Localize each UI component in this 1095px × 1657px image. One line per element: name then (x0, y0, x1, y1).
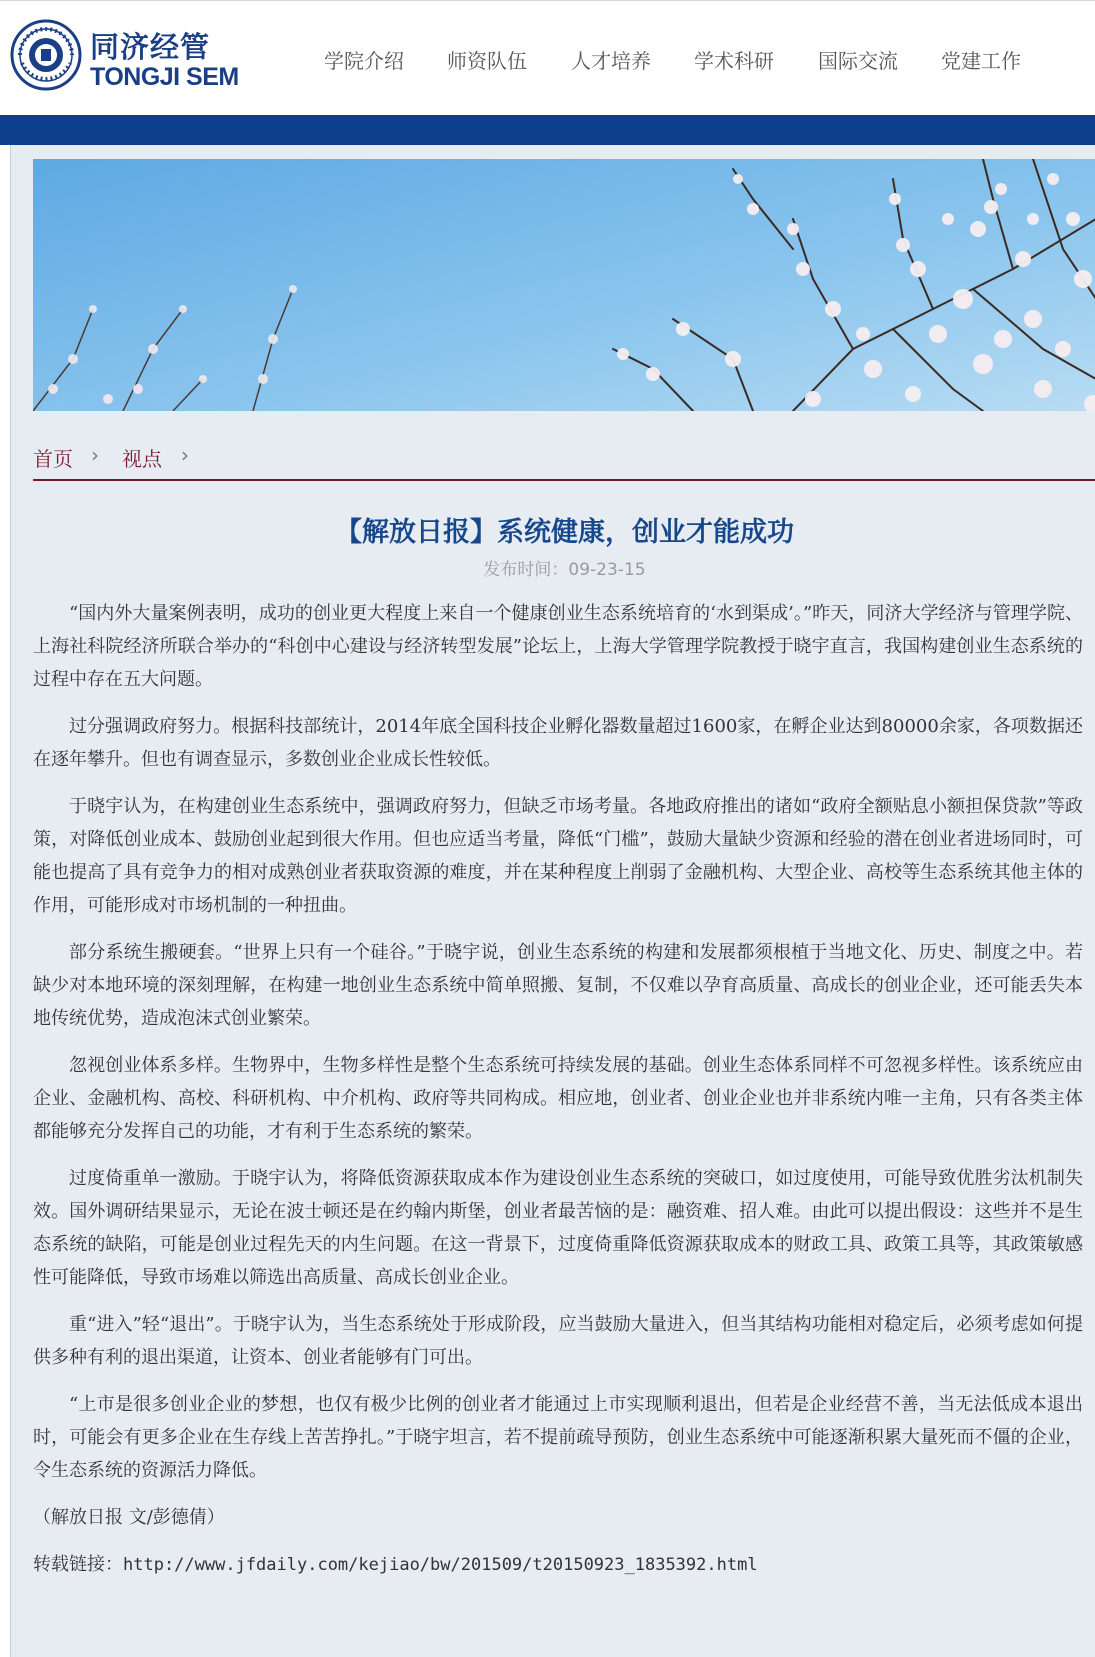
repost-link-line (33, 1548, 1083, 1582)
publish-date (33, 555, 1095, 580)
article-body (33, 597, 1083, 1596)
article-source: （解放日报 文/彭德倩） (33, 1507, 225, 1528)
nav-item-programs[interactable]: 人才培养 (571, 49, 651, 73)
header-blue-bar (0, 115, 1095, 145)
article-paragraph: 重“进入”轻“退出”。于晓宇认为，当生态系统处于形成阶段，应当鼓励大量进入，但当其结构功能相对稳定后，必须考虑如何提供多种有利的退出渠道，让资本、创业者能够有门可出。 (33, 1314, 1083, 1368)
article-paragraph: “国内外大量案例表明，成功的创业更大程度上来自一个健康创业生态系统培育的‘水到渠成’。”昨天，同济大学经济与管理学院、上海社科院经济所联合举办的“科创中心建设与经济转型发展”论坛上，上海大学管理学院教授于晓宇直言，我国构建创业生态系统的过程中存在五大问题。 (33, 603, 1083, 690)
banner-image-cherry-blossoms (33, 159, 1095, 411)
breadcrumb-section[interactable]: 视点 (122, 447, 162, 471)
logo-chinese-text: 同济经管 (90, 30, 211, 64)
site-header (0, 0, 1095, 116)
nav-item-international[interactable]: 国际交流 (818, 49, 898, 73)
chevron-right-icon: › (181, 443, 189, 467)
nav-item-about[interactable]: 学院介绍 (324, 49, 404, 73)
article-paragraph: 过度倚重单一激励。于晓宇认为，将降低资源获取成本作为建设创业生态系统的突破口，如过度使用，可能导致优胜劣汰机制失效。国外调研结果显示，无论在波士顿还是在约翰内斯堡，创业者最苦恼的是：融资难、招人难。由此可以提出假设：这些并不是生态系统的缺陷，可能是创业过程先天的内生问题。在这一背景下，过度倚重降低资源获取成本的财政工具、政策工具等，其政策敏感性可能降低，导致市场难以筛选出高质量、高成长创业企业。 (33, 1168, 1083, 1288)
article-paragraph: 忽视创业体系多样。生物界中，生物多样性是整个生态系统可持续发展的基础。创业生态体系同样不可忽视多样性。该系统应由企业、金融机构、高校、科研机构、中介机构、政府等共同构成。相应地，创业者、创业企业也并非系统内唯一主角，只有各类主体都能够充分发挥自己的功能，才有利于生态系统的繁荣。 (33, 1055, 1083, 1142)
content-panel (10, 145, 1095, 1657)
article-paragraph: 于晓宇认为，在构建创业生态系统中，强调政府努力，但缺乏市场考量。各地政府推出的诸如“政府全额贴息小额担保贷款”等政策，对降低创业成本、鼓励创业起到很大作用。但也应适当考量，降低“门槛”，鼓励大量缺少资源和经验的潜在创业者进场同时，可能也提高了具有竞争力的相对成熟创业者获取资源的难度，并在某种程度上削弱了金融机构、大型企业、高校等生态系统其他主体的作用，可能形成对市场机制的一种扭曲。 (33, 796, 1083, 916)
nav-item-faculty[interactable]: 师资队伍 (447, 49, 527, 73)
chevron-right-icon: › (91, 443, 99, 467)
publish-date-value: 09-23-15 (568, 560, 646, 580)
main-nav (0, 45, 1095, 75)
cherry-blossom-illustration (33, 159, 1095, 411)
article-paragraph: 部分系统生搬硬套。“世界上只有一个硅谷。”于晓宇说，创业生态系统的构建和发展都须根植于当地文化、历史、制度之中。若缺少对本地环境的深刻理解，在构建一地创业生态系统中简单照搬、复制，不仅难以孕育高质量、高成长的创业企业，还可能丢失本地传统优势，造成泡沫式创业繁荣。 (33, 942, 1083, 1029)
article-title: 【解放日报】系统健康，创业才能成功 (335, 517, 794, 548)
breadcrumb (33, 431, 1095, 481)
nav-item-research[interactable]: 学术科研 (694, 49, 774, 73)
breadcrumb-home[interactable]: 首页 (33, 447, 73, 471)
repost-label: 转载链接： (33, 1554, 123, 1575)
repost-url-link[interactable]: http://www.jfdaily.com/kejiao/bw/201509/t20150923_1835392.html (123, 1555, 758, 1575)
nav-item-party[interactable]: 党建工作 (941, 49, 1021, 73)
logo-english-text: TONGJI SEM (90, 63, 239, 91)
article-paragraph: “上市是很多创业企业的梦想，也仅有极少比例的创业者才能通过上市实现顺利退出，但若是企业经营不善，当无法低成本退出时，可能会有更多企业在生存线上苦苦挣扎。”于晓宇坦言，若不提前疏导预防，创业生态系统中可能逐渐积累大量死而不僵的企业，令生态系统的资源活力降低。 (33, 1394, 1083, 1481)
publish-date-label: 发布时间： (483, 560, 569, 580)
article-paragraph: 过分强调政府努力。根据科技部统计，2014年底全国科技企业孵化器数量超过1600家，在孵企业达到80000余家，各项数据还在逐年攀升。但也有调查显示，多数创业企业成长性较低。 (33, 716, 1083, 770)
